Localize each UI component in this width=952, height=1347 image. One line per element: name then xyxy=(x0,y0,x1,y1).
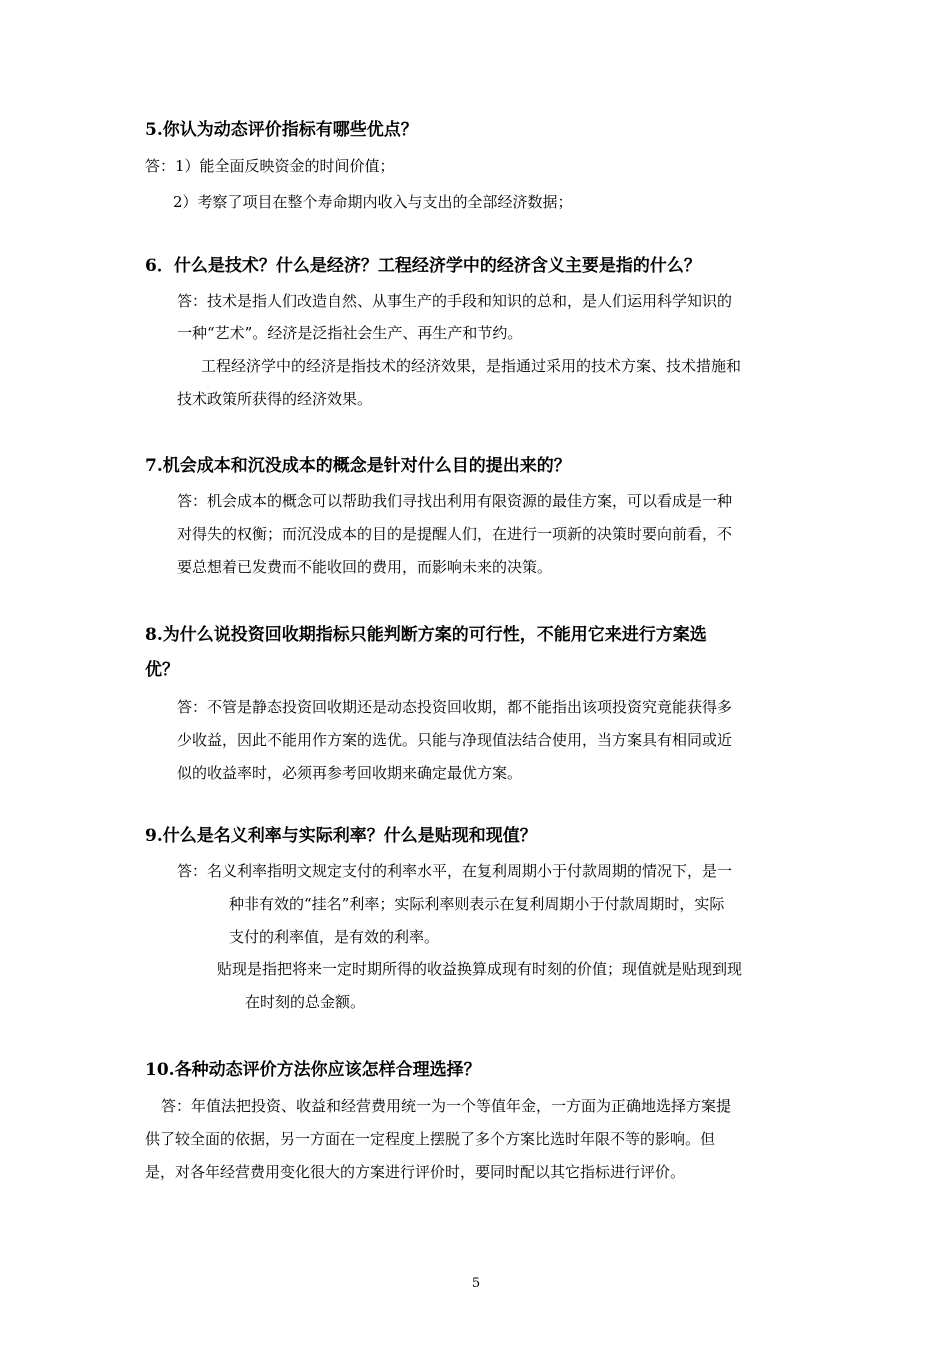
answer-10-line-3: 是，对各年经营费用变化很大的方案进行评价时，要同时配以其它指标进行评价。 xyxy=(145,1163,686,1181)
question-5-heading: 5.你认为动态评价指标有哪些优点？ xyxy=(145,120,418,140)
answer-5-line-2: 2）考察了项目在整个寿命期内收入与支出的全部经济数据； xyxy=(173,193,573,211)
answer-8-line-1: 答：不管是静态投资回收期还是动态投资回收期，都不能指出该项投资究竟能获得多 xyxy=(177,698,733,716)
question-8-heading-line-1: 8.为什么说投资回收期指标只能判断方案的可行性，不能用它来进行方案选 xyxy=(145,625,707,645)
page-number: 5 xyxy=(471,1276,481,1291)
answer-6-line-2: 一种“艺术”。经济是泛指社会生产、再生产和节约。 xyxy=(177,324,523,342)
question-8-heading-line-2: 优？ xyxy=(145,660,179,680)
question-6-heading: 6．什么是技术？什么是经济？工程经济学中的经济含义主要是指的什么？ xyxy=(145,256,701,276)
answer-7-line-3: 要总想着已发费而不能收回的费用，而影响未来的决策。 xyxy=(177,558,553,576)
answer-8-line-2: 少收益，因此不能用作方案的选优。只能与净现值法结合使用，当方案具有相同或近 xyxy=(177,731,733,749)
answer-9-line-2: 种非有效的“挂名”利率；实际利率则表示在复利周期小于付款周期时，实际 xyxy=(229,895,725,913)
answer-9-line-4: 贴现是指把将来一定时期所得的收益换算成现有时刻的价值；现值就是贴现到现 xyxy=(217,960,743,978)
question-10-heading: 10.各种动态评价方法你应该怎样合理选择？ xyxy=(145,1060,481,1080)
answer-6-line-1: 答：技术是指人们改造自然、从事生产的手段和知识的总和，是人们运用科学知识的 xyxy=(177,292,733,310)
answer-9-line-5: 在时刻的总金额。 xyxy=(245,993,366,1011)
answer-5-line-1: 答：1）能全面反映资金的时间价值； xyxy=(145,157,395,175)
answer-7-line-1: 答：机会成本的概念可以帮助我们寻找出利用有限资源的最佳方案，可以看成是一种 xyxy=(177,492,733,510)
answer-9-line-1: 答：名义利率指明文规定支付的利率水平，在复利周期小于付款周期的情况下，是一 xyxy=(177,862,733,880)
question-9-heading: 9.什么是名义利率与实际利率？什么是贴现和现值？ xyxy=(145,826,537,846)
answer-10-line-1: 答：年值法把投资、收益和经营费用统一为一个等值年金，一方面为正确地选择方案提 xyxy=(161,1097,732,1115)
answer-9-line-3: 支付的利率值，是有效的利率。 xyxy=(229,928,440,946)
answer-10-line-2: 供了较全面的依据，另一方面在一定程度上摆脱了多个方案比选时年限不等的影响。但 xyxy=(145,1130,716,1148)
answer-6-line-4: 技术政策所获得的经济效果。 xyxy=(177,390,373,408)
answer-8-line-3: 似的收益率时，必须再参考回收期来确定最优方案。 xyxy=(177,764,523,782)
question-7-heading: 7.机会成本和沉没成本的概念是针对什么目的提出来的？ xyxy=(145,456,571,476)
answer-6-line-3: 工程经济学中的经济是指技术的经济效果，是指通过采用的技术方案、技术措施和 xyxy=(201,357,742,375)
answer-7-line-2: 对得失的权衡；而沉没成本的目的是提醒人们，在进行一项新的决策时要向前看，不 xyxy=(177,525,733,543)
